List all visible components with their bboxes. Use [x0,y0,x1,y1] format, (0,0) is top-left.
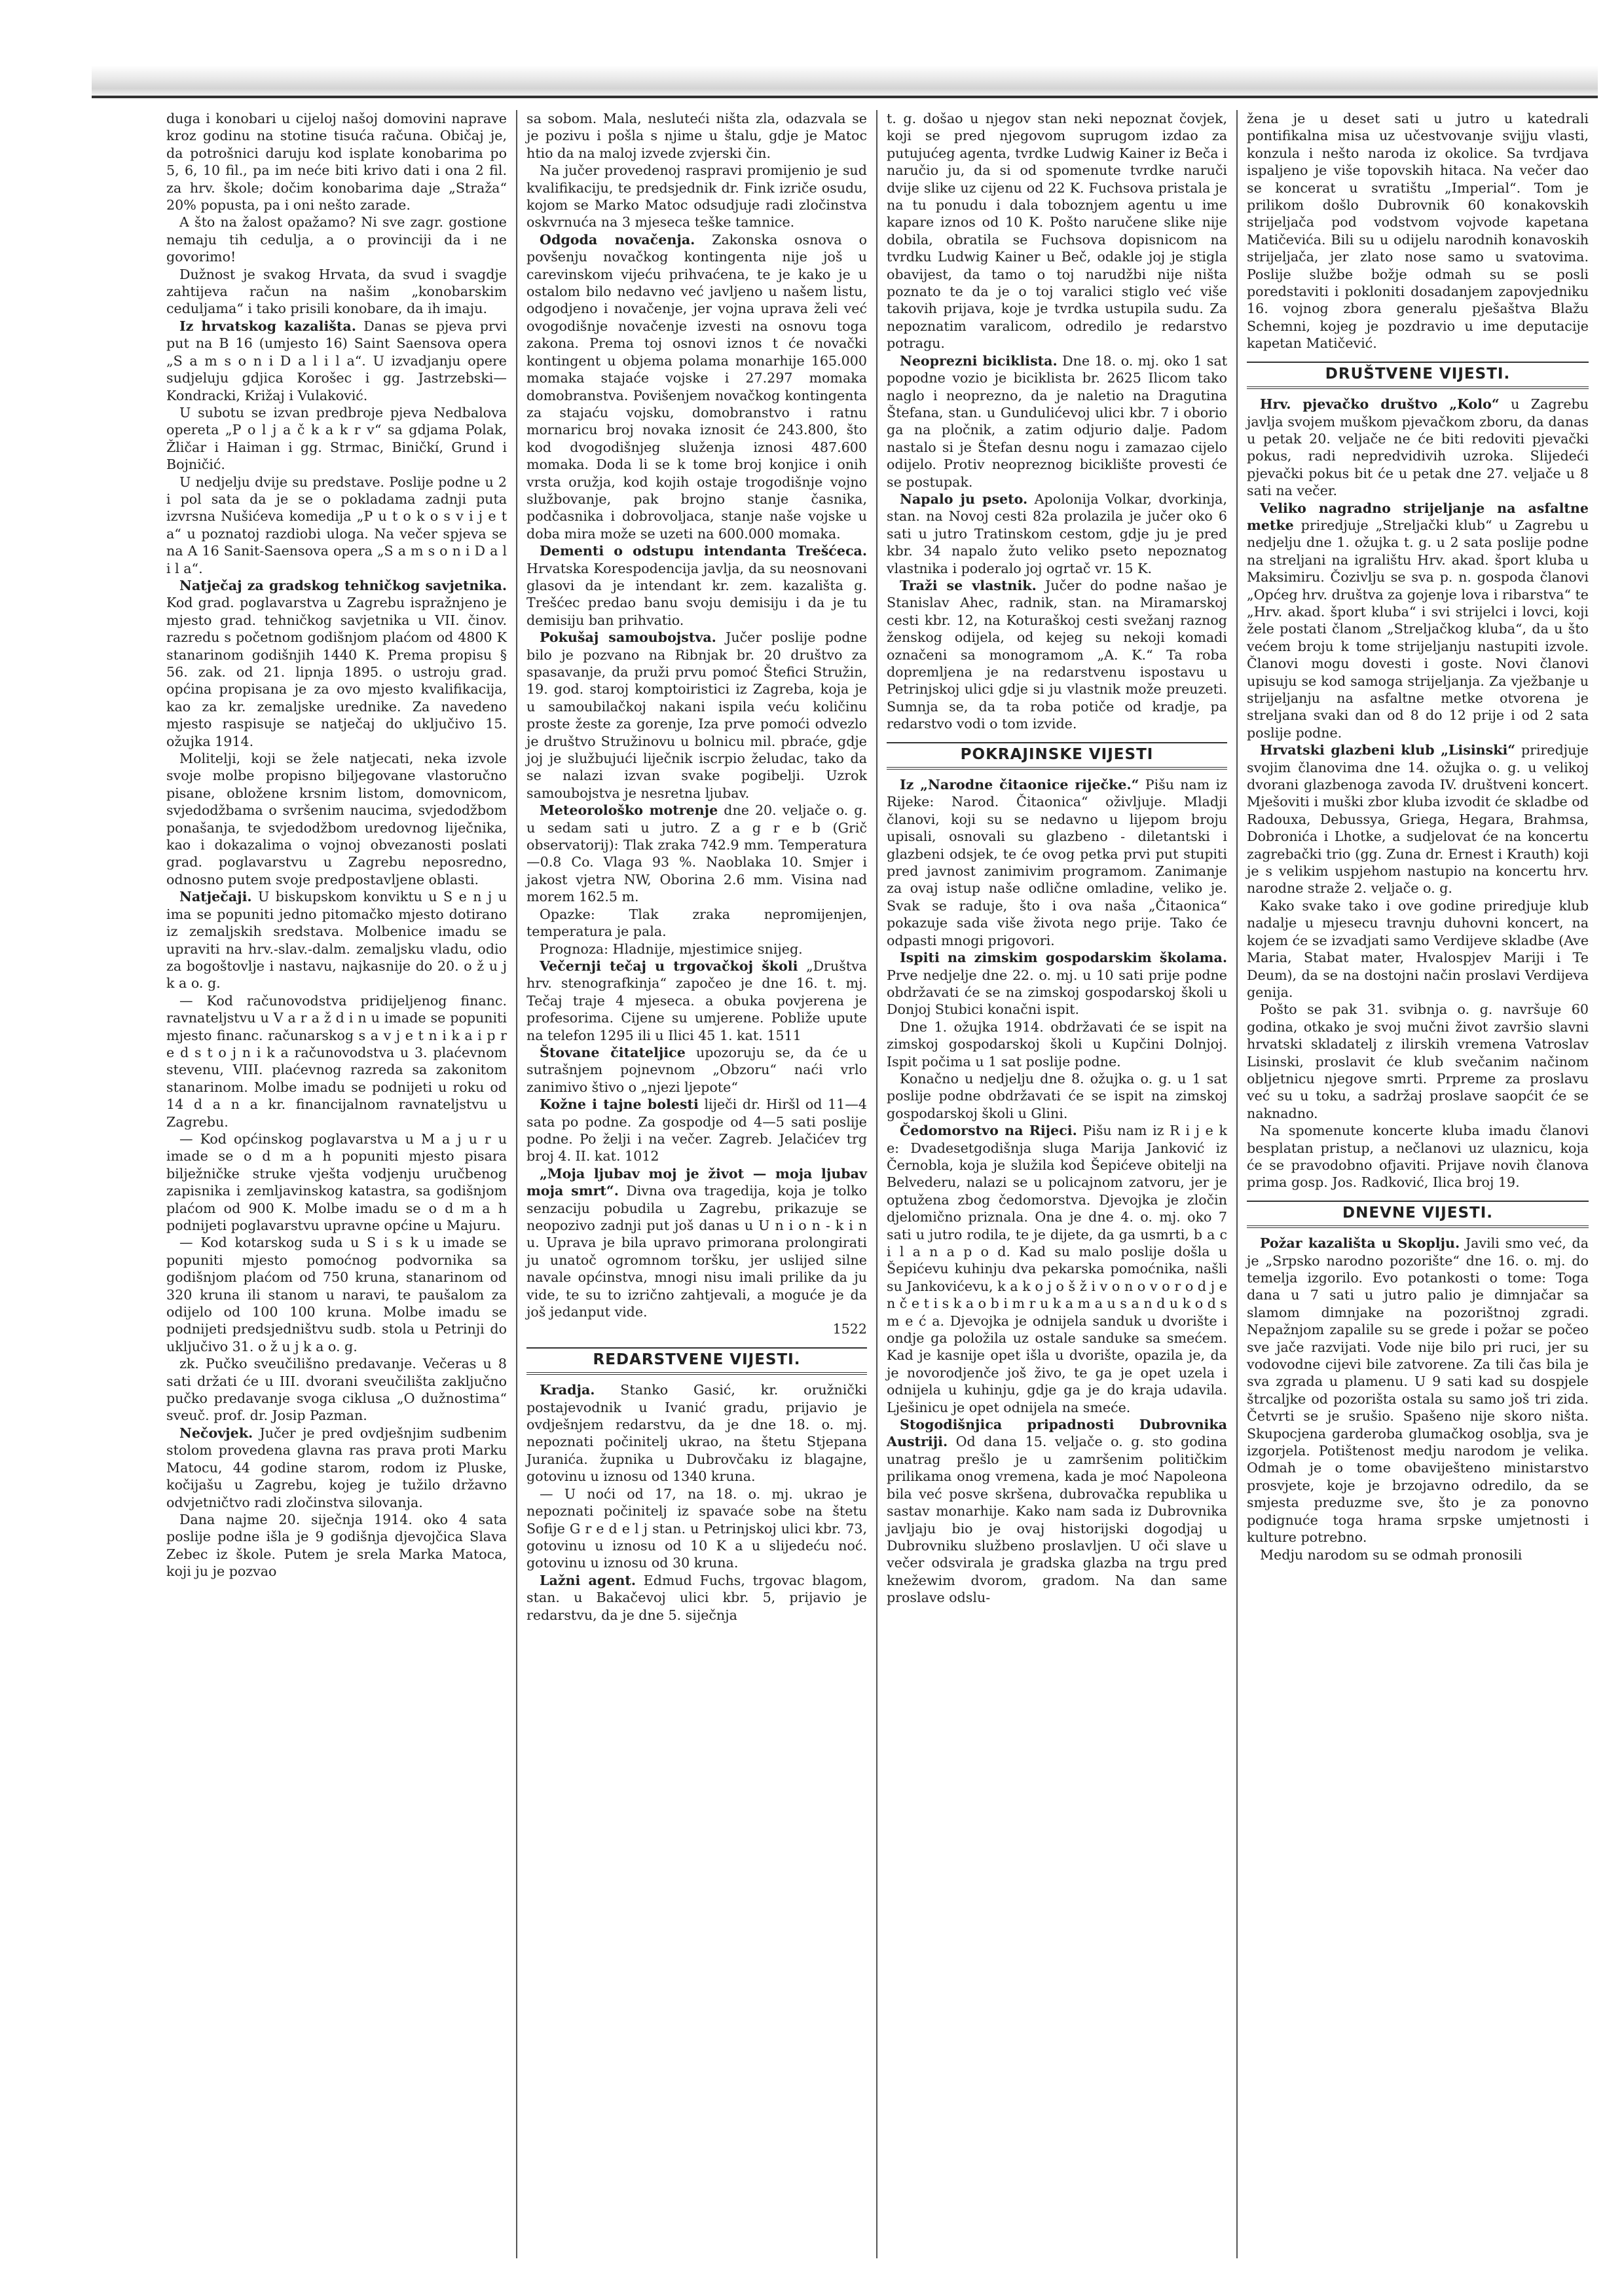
article-paragraph [887,1416,1227,1606]
article-headline: Meteorološko motrenje [540,802,718,819]
article-paragraph [166,577,507,750]
article-text: Dana najme 20. siječnja 1914. oko 4 sata poslije podne išla je 9 godišnja djevojčica Slava Zebec iz škole. Putem je srela Marka Matoca, koji ju je pozvao [166,1511,507,1580]
article-paragraph [166,992,507,1130]
article-paragraph [526,110,867,162]
article-paragraph [526,1096,867,1165]
article-headline: Lažni agent. [540,1572,637,1588]
article-headline: Napalo ju pseto. [900,491,1028,507]
article-text: Kod grad. poglavarstva u Zagrebu ispražnjeno je mjesto grad. tehničkog savjetnika u VII. činov. razredu s početnom godišnjom plaćom od 4800 K stanarinom godišnjih 1440 K. Prema propisu § 56. zak. od 21. lipnja 1895. o ustroju grad. općina propisana je za ovo mjesto kvalifikacija, kao za kr. zemaljske urednike. Za navedeno mjesto raspisuje se natječaj do uključivo 15. ožujka 1914. [166,595,507,749]
article-paragraph [166,318,507,404]
article-paragraph [166,474,507,577]
article-headline: Kradja. [540,1382,595,1398]
article-paragraph [166,750,507,888]
article-headline: Natječaji. [179,889,252,905]
section-heading: REDARSTVENE VIJESTI. [526,1347,867,1375]
article-text: u Zagrebu javlja svojem muškom pjevačkom zboru, da danas u petak 20. veljače ne će biti redoviti pjevački pokus, radi nepredvidivih uzroka. Slijedeći pjevački pokus bit će u petak dne 27. veljače u 8 sati na večer. [1247,396,1589,499]
article-text: žena je u deset sati u jutro u katedrali pontifikalna misa uz učestvovanje svijju vlasti, konzula i nešto naroda iz okolice. Sa tvrdjava ispaljeno je više topovskih hitaca. Na večer dao se koncerat u svratištu „Imperial“. Tom je prilikom došlo Dubrovnik 60 konakovskih strijeljača pod vodstvom vojvode kapetana Matičevića. Bili su u odijelu narodnih konavoskih strijeljača, jer zlato nose samo u svatovima. Poslije službe božje odmah su se posli poredstaviti i pokloniti dosadanjem zapovjedniku 16. vojnog zbora generalu pješaštva Blažu Schemni, kojeg je pozdravio u ime deputacije kapetan Matičević. [1247,111,1589,352]
article-text: sa sobom. Mala, neslutеći ništa zla, odazvala se je pozivu i pošla s njime u štalu, gdje je Matoc htio da na maloj izvede zvjerski čin. [526,111,867,161]
article-headline: „Moja ljubav moj je život — moja ljubav moja smrt“. [526,1165,867,1199]
article-headline: Odgoda novačenja. [540,231,695,248]
article-text: U nedjelju dvije su predstave. Poslije podne u 2 i pol sata da je se o pokladama zadnji puta izvrsna Nušićeva komedija „P u t o k o s v i j e t a“ u poznatoj razdiobi uloga. Na večer spjeva se na A 16 Sanit-Saensova opera „S a m s o n i D a l i l a“. [166,474,507,576]
article-text: — Kod računovodstva pridijeljenog financ. ravnateljstvu u V a r a ž d i n u imade se popuniti mjesto financ. računarskog s a v j e t n i k a i p r e d s t o j n i k a računovodstva u 3. plaćevnom stevenu, VIII. plaćevnog razreda sa zakonitom stanarinom. Molbe imadu se podnijeti u roku od 14 d a n a kr. financijalnom ravnateljstvu u Zagrebu. [166,992,507,1130]
article-text: Stanko Gasić, kr. oružnički postajevodnik u Ivanić gradu, prijavio je ovdješnjem redarstvu, da je dne 18. o. mj. nepoznati počinitelj ukrao, na štetu Stjepana Juranića. župnika u Dubrovčaku iz blagajne, gotovinu u iznosu od 1340 kruna. [526,1382,867,1485]
article-paragraph [166,1511,507,1580]
article-text: — Kod općinskog poglavarstva u M a j u r u imade se o d m a h popuniti mjesto pisara bilježničke struke vješta vodjenju uručbenog zapisnika i zemljavinskog katastra, sa godišnjom plaćom od 900 K. Molbe imadu se o d m a h podnijeti poglavarstvu upravne općine u Majuru. [166,1130,507,1233]
article-paragraph [526,1381,867,1485]
article-paragraph [1247,110,1589,352]
article-headline: Kožne i tajne bolesti [540,1096,699,1113]
article-text: Kako svake tako i ove godine priredjuje klub nadalje u mjesecu travnju duhovni koncert, na kojem će se izvadjati samo Verdijeve skladbe (Ave Maria, Stabat mater, Hvalospjev Mariji i Te Deum), da se na dostojni način proslavi Verdijeva genija. [1247,897,1589,1000]
article-paragraph [887,577,1227,733]
section-heading: DNEVNE VIJESTI. [1247,1201,1589,1228]
article-paragraph [526,906,867,941]
article-text: — Kod kotarskog suda u S i s k u imade se popuniti mjesto pomoćnog podvornika sa godišnjom plaćom od 750 kruna, stanarinom od 320 kruna ili stanom u naravi, te paušalom za odijelo od 100 100 kruna. Molbe imadu se podnijeti predsjedništvu sudb. stola u Petrinji do uključivo 31. o ž u j k a o. g. [166,1235,507,1354]
article-text: priredjuje svojim članovima dne 14. ožujka o. g. u velikoj dvorani glazbenoga zavoda IV. društveni koncert. Mješoviti i muški zbor kluba izvodit će skladbe od Radouxa, Debussya, Griega, Hegara, Brahmsa, Dobronića i Lhotke, a sudjelovat će na koncertu zagrebački trio (gg. Zuna dr. Ernest i Krauth) koji je s velikim uspjehom nastupio na koncertu hrv. narodne straže 2. veljače o. g. [1247,742,1589,897]
article-paragraph [526,958,867,1044]
article-text: Konačno u nedjelju dne 8. ožujka o. g. u 1 sat poslije podne obdržavati će se ispit na zimskoj gospodarskoj školi u Glini. [887,1070,1227,1121]
article-headline: Traži se vlastnik. [900,577,1037,593]
article-paragraph [1247,1235,1589,1546]
article-text: Edmud Fuchs, trgovac blagom, stan. u Bakačevoj ulici kbr. 5, prijavio je redarstvu, da je dne 5. siječnja [526,1572,867,1623]
article-text: Apolonija Volkar, dvorkinja, stan. na Novoj cesti 82a prolazila je jučer oko 6 sati u jutro Tratinskom cestom, gdje ju je pred kbr. 34 napalo žuto veliko pseto nepoznatog vlastnika i poderalo joj ogrtač vr. 15 K. [887,491,1227,576]
article-paragraph [1247,1001,1589,1122]
article-text: dne 20. veljače o. g. u sedam sati u jutro. Z a g r e b (Grič observatorij): Tlak zraka 742.9 mm. Temperatura —0.8 Co. Vlaga 93 %. Naoblaka 10. Smjer i jakost vjetra NW, Oborina 2.6 mm. Visina nad morem 162.5 m. [526,802,867,905]
article-headline: Štovane čitateljice [540,1044,686,1060]
article-paragraph [887,1018,1227,1070]
article-paragraph [526,1044,867,1096]
article-text: — U noći od 17, na 18. o. mj. ukrao je nepoznati počinitelj iz spavaće sobe na štetu Sofije G r e d e l j stan. u Petrinjskoj ulici kbr. 73, gotovinu u iznosu od 10 K a u slijedeću noć. gotovinu u iznosu od 30 kruna. [526,1485,867,1571]
article-paragraph [526,629,867,802]
newspaper-column [157,110,517,2258]
article-headline: Ispiti na zimskim gospodarskim školama. [900,950,1227,966]
article-text: „Društva hrv. stenografkinja“ započeo je dne 16. t. mj. Tečaj traje 4 mjeseca. a obuka povjerena je profesorima. Cijene su umjerene. Pobliže upute na telefon 1295 ili u Ilici 45 1. kat. 1511 [526,958,868,1043]
newspaper-column [517,110,877,2258]
article-paragraph [526,162,867,231]
article-paragraph [526,1572,867,1624]
newspaper-column [877,110,1238,2258]
article-text: A što na žalost opažamo? Ni sve zagr. gostione nemaju tih cedulja, a o provinciji da i ne govorimo! [166,214,507,265]
article-text: Pišu nam iz Rijeke: Narod. Čitaonica“ oživljuje. Mladji članovi, koji su se nedavno u lijepom broju upisali, osnovali su glazbeno - diletantski i glazbeni odsjek, te će ovog petka prvi put stupiti pred javnost zanimivim programom. Zanimanje za ovaj istup naše odlične omladine, veliko je. Svak se raduje, što i ova naša „Čitaonica“ pokazuje sada više života nego prije. Tako će odpasti mnogi prigovori. [887,777,1227,948]
article-headline: Natječaj za gradskog tehničkog savjetnika. [179,577,507,593]
newspaper-page [157,110,1598,2258]
article-text: Jučer poslije podne bilo je pozvano na Ribnjak br. 20 društvo za spasavanje, da pruži prvu pomoć Štefici Stružin, 19. god. staroj komptoiristici iz Zagreba, koja je u samoubilačkoj nakani ispila veću količinu proste žeste za gorenje, Iza prve pomoći odvezlo je društvo Stružinovu u bolnicu mil. pbraće, gdje joj je službujući liječnik iscrpio želudac, tako da se nalazi izvan svake pogibelji. Uzrok samoubojstva je nesretna ljubav. [526,629,868,801]
article-headline: Dementi o odstupu intendanta Trešćeca. [540,543,867,559]
article-headline: Iz hrvatskog kazališta. [179,318,356,334]
article-headline: Čedomorstvo na Rijeci. [900,1123,1077,1139]
article-paragraph [166,1130,507,1234]
article-paragraph [526,231,867,542]
article-text: priredjuje „Streljački klub“ u Zagrebu u nedjelju dne 1. ožujka t. g. u 2 sata poslije podne na streljani na igralištu Hrv. akad. šport kluba u Maksimiru. Čozivlju se sva p. n. gospoda članovi „Općeg hrv. društva za gojenje lova i ribarstva“ te „Hrv. akad. šport kluba“ i svi strijelci i lovci, koji žele postati članom „Streljačkog kluba“, da u što većem broju k tome strijeljanju nastupiti izvole. Članovi mogu dovesti i goste. Novi članovi upisuju se kod samoga strijeljanja. Za vježbanje u strijeljanju na asfaltne metke otvorena je streljana svaki dan od 8 do 12 prije i od 2 sata poslije podne. [1247,517,1589,741]
article-paragraph [166,1425,507,1511]
article-headline: Hrvatski glazbeni klub „Lisinski“ [1260,742,1516,758]
page-top-band [92,65,1598,98]
article-text: Na jučer provedenoj raspravi promijenio je sud kvalifikaciju, te predsjednik dr. Fink izriče osudu, kojom se Marko Matoc odsudjuje radi zločinstva oskvrnuća na 3 mjeseca teške tamnice. [526,162,867,231]
article-text: U subotu se izvan predbroje pjeva Nedbalova opereta „P o l j a č k a k r v“ sa gdjama Polak, Žličar i Haiman i gg. Strmac, Biničkí, Grund i Bojničić. [166,404,507,473]
article-text: U biskupskom konviktu u S e n j u ima se popuniti jedno pitomačko mjesto dotirano iz zemaljskih sredstava. Molbenice imadu se upraviti na hrv.-slav.-dalm. zemaljsku vladu, odio za bogoštovlje i nastavu, najkasnije do 20. o ž u j k a o. g. [166,889,507,992]
article-text: Na spomenute koncerte kluba imadu članovi besplatan pristup, a nečlanovi uz ulaznicu, koja će se pravodobno ofjaviti. Prijave novih članova prima gosp. Jos. Radković, Ilica broj 19. [1247,1123,1589,1191]
article-text: Jučer do podne našao je Stanislav Ahec, radnik, stan. na Miramarskoj cesti kbr. 12, na Koturaškoj cesti svežanj raznog ženskog odijela, od kejeg su nekoji komadi označeni sa monogramom „A. K.“ Ta roba dopremljena je na redarstvenu ispostavu u Petrinjskoj ulici gdje si ju vlastnik može preuzeti. Sumnja se, da ta roba potiče od kradje, pa redarstvo vodi o tom izvide. [887,577,1227,732]
article-headline: Neoprezni biciklista. [900,352,1058,369]
article-text: Pošto se pak 31. svibnja o. g. navršuje 60 godina, otkako je svoj mučni život završio slavni hrvatski skladatelj z ilirskih vremena Vatroslav Lisinski, proslavit će klub svečanim načinom obljetnicu njegove smrti. Prpreme za proslavu već su u toku, a sadržaj proslave saopćit će se naknadno. [1247,1001,1589,1121]
article-text: Dne 18. o. mj. oko 1 sat popodne vozio je biciklista br. 2625 Ilicom tako naglo i neoprezno, da je naletio na Dragutina Štefana, stan. u Gundulićevoj ulici kbr. 7 i oborio ga na pločnik, a zatim odjurio dalje. Padom nastalo si je Štefan desnu nogu i zamazao cijelo odijelo. Protiv neopreznog biciklište provesti će se postupak. [887,352,1227,490]
article-headline: Stogodišnjica pripadnosti Dubrovnika Austriji. [887,1417,1227,1450]
article-paragraph [1247,897,1589,1001]
article-text: Od dana 15. veljače o. g. sto godina unatrag prešlo je u zamršenim političkim prilikama onog vremena, kada je moć Napoleona bila već posve skršena, dubrovačka republika u sastav monarhije. Kako nam sada iz Dubrovnika javljaju bio je ovaj historijski dogodjaj u Dubrovniku službeno proslavljen. U oči slave u večer odsvirala je gradska glazba na trgu pred knežewim dvorom, gradom. Na dan same proslave odslu- [887,1434,1227,1606]
article-paragraph [887,491,1227,577]
article-text: Dne 1. ožujka 1914. obdržavati će se ispit na zimskoj gospodarskoj školi u Kupčini Dolnjoj. Ispit počima u 1 sat poslije podne. [887,1018,1227,1070]
article-text: Dužnost je svakog Hrvata, da svud i svagdje zahtijeva račun na našim „konobarskim ceduljama“ i tako prisili konobare, da ih imaju. [166,266,507,317]
article-headline: Veliko nagradno strijeljanje na asfaltne metke [1247,500,1589,533]
article-text: duga i konobari u cijeloj našoj domovini naprave kroz godinu na stotine tisuća računa. Običaj je, da potrošnici daruju kod isplate konobarima po 5, 6, 10 fil., pa im neće biti krivo dati i ona 2 fil. za hrv. škole; dočim konobarima daje „Straža“ 20% popusta, pa i oni nešto zarade. [166,111,507,214]
article-paragraph [166,214,507,265]
article-paragraph [887,949,1227,1018]
article-paragraph [526,802,867,905]
article-paragraph [166,888,507,992]
article-paragraph [166,110,507,214]
article-text: Medju narodom su se odmah pronosili [1260,1546,1522,1563]
article-text: Zakonska osnova o povšenju novačkog kontingenta nije još u carevinskom vijeću prihvaćena, te je kako je u ostalom bilo nedavno već javljeno u našem listu, odgodjeno i novačenje, jer vojna uprava želi već ovogodišnje novačenje izvesti na osnovu toga zakona. Prema toj osnovi iznos t će novački kontingent u objema polama monarhije 165.000 momaka stajaće vojske i 27.297 momaka domobranstva. Povišenjem novačkog kontingenta za stajaću vojsku, domobranstvo i ratnu mornaricu broj novaka iznosit će 243.800, što kod dvogodišnjeg služenja iznosi 487.600 momaka. Doda li se k tome broj konjice i onih vrsta oružja, kod kojih ostaje trogodišnje vojno službovanje, pak brojno stanje časnika, podčasnika i dobrovoljaca, stanje naše vojske u doba mira može se uzeti na 600.000 momaka. [526,231,867,542]
article-paragraph [887,1122,1227,1416]
article-text: Jučer je pred ovdješnjim sudbenim stolom provedena glavna ras prava proti Marku Matocu, 44 godine starom, rodom iz Pluske, kočijašu u Zagrebu, kojeg je tužilo državno odvjetničtvo radi zločinstva silovanja. [166,1425,507,1510]
article-text: Javili smo već, da je „Srpsko narodno pozorište“ dne 16. o. mj. do temelja izgorilo. Evo potankosti o tome: Toga dana u 7 sati u jutro palio je dimnjačar sa slamom dimnjake na pozorištnoj zgradi. Nepažnjom zapalile su se grede i požar se počeo sve jače razvijati. Vode nije bilo pri ruci, jer su vodovodne cijevi bile zatvorene. Za tili čas bila je sva zgrada u plamenu. U 9 sati kad su dospjele štrcaljke od pozorišta ostala su samo još tri zida. Četvrti se je srušio. Spašeno nije skoro ništa. Skupocjena garderoba glumačkog osoblja, sva je izgorjela. Potištenost medju narodom je velika. Odmah je o tome obaviješteno ministarstvo prosvjete, koje je brzojavno odredilo, da se smjesta preduzme sve, što je za ponovno podignuće toga hrama srpske umjetnosti i kulture potrebno. [1247,1235,1589,1546]
article-text: Prve nedjelje dne 22. o. mj. u 10 sati prije podne obdržavati će se na zimskoj gospodarskoj školi u Donjoj Stubici konačni ispit. [887,967,1227,1018]
section-heading: POKRAJINSKE VIJESTI [887,742,1227,770]
article-text: upozoruju se, da će u sutrašnjem pojnevnom „Obzoru“ naći vrlo zanimivo štivo o „njezi ljepote“ [526,1044,868,1095]
section-heading: DRUŠTVENE VIJESTI. [1247,362,1589,389]
article-paragraph [526,1165,867,1321]
article-paragraph [526,542,867,629]
article-paragraph [1247,1122,1589,1191]
article-paragraph [526,941,867,958]
article-paragraph [166,1234,507,1355]
article-headline: Večernji tečaj u trgovačkoj školi [540,958,798,974]
article-headline: Nečovjek. [179,1425,253,1441]
article-text: zk. Pučko sveučilišno predavanje. Večeras u 8 sati držati će u III. dvorani sveučilišta zaključno pučko predavanje svoga ciklusa „O dužnostima“ sveuč. prof. dr. Josip Pazman. [166,1356,507,1424]
article-paragraph [1247,741,1589,897]
article-paragraph [887,110,1227,352]
article-text: t. g. došao u njegov stan neki nepoznat čovjek, koji se pred njegovom suprugom izdao za putujućeg agenta, tvrdke Ludwig Kainer iz Beča i naručio ju, da si od spomenute tvrdke naruči dvije slike uz cijenu od 22 K. Fuchsova pristala je na tu ponudu i dala toboznjem agentu u ime kapare iznos od 10 K. Pošto naručene slike nije dobila, obratila se Fuchsova dopisnicom na tvrdku Ludwig Kainer u Beč, odakle joj je stigla obavijest, da tamo o toj narudžbi nije ništa poznato te da je o toj varalici stiglo već više takovih prijava, koje je tvrdka ustupila sudu. Za nepoznatim varalicom, odredilo je redarstvo potragu. [887,111,1227,352]
article-paragraph [887,352,1227,491]
article-text: Pišu nam iz R i j e k e: Dvadesetgodišnja sluga Marija Janković iz Černobla, koja je služila kod Šepićeve obitelji na Belvederu, nalazi se u policajnom zatvoru, jer je optužena zbog čedomorstva. Djevojka je zločin djelomično priznala. Ona je dne 4. o. mj. oko 7 sati u jutro rodila, te je dijete, da ga usmrti, b a c i l a n a p o d. Kad su malo poslije došla u Šepićevu kuhinju dva pekarska pomoćnika, našli su Jankovićevu, k a k o j o š ž i v o n o v o r o d j e n č e t i s k a o b i m r u k a m a u s a n d u k o d s m e ć a. Djevojka je odnijela sanduk u dvorište i ondje ga položila uz ostale sanduke sa smećem. Kad je kasnije opet išla u dvorište, opazila je, da je novorodjenče još živo, te ga je opet uzela i odnijela u kuhinju, gdje ga je do kraja udavila. Lješinicu je opet odnijela na smeće. [887,1123,1227,1415]
article-paragraph [1247,1546,1589,1563]
article-paragraph [1247,396,1589,499]
article-text: Divna ova tragedija, koja je tolko senzaciju pobudila u Zagrebu, prikazuje se neopozivo zadnji put još danas u U n i o n - k i n u. Uprava je bila upravo primorana prolongirati ju unatoč ogromnom toršku, jer uslijed silne navale općinstva, mnogi nisu imali prilike da ju vide, te su to izrično zahtjevali, a moguće je da još jedanput vide. [526,1183,867,1320]
article-text: Opazke: Tlak zraka nepromijenjen, temperatura je pala. [526,906,867,940]
newspaper-column [1238,110,1598,2258]
article-headline: Hrv. pjevačko društvo „Kolo“ [1260,396,1500,413]
ad-number: 1522 [832,1321,867,1337]
article-paragraph [166,266,507,318]
article-paragraph [887,776,1227,949]
article-text: Hrvatska Korespodencija javlja, da su neosnovani glasovi da je intendant kr. zem. kazališta g. Trešćec predao banu svoju demisiju i da je tu demisiju ban prihvatio. [526,560,867,628]
article-text: Prognoza: Hladnije, mjestimice snijeg. [540,941,803,957]
article-text: liječi dr. Hiršl od 11—4 sata po podne. Za gospodje od 4—5 sati poslije podne. Po želji i na večer. Zagreb. Jelačićev trg broj 4. II. kat. 1012 [526,1096,867,1165]
article-paragraph [526,1485,867,1572]
article-paragraph [166,404,507,474]
article-paragraph [1247,500,1589,742]
article-text: Molitelji, koji se žele natjecati, neka izvole svoje molbe propisno biljegovane vlastoručno pisane, obložene krsnim listom, domovnicom, svjedodžbama o svršenim naucima, svjedodžbom ponašanja, te svjedodžbom uredovnog liječnika, kao i dokazalima o vojnoj obvezanosti poslati grad. poglavarstvu u Zagrebu neposredno, odnosno putem svoje predpostavljene oblasti. [166,751,507,887]
article-headline: Pokušaj samoubojstva. [540,629,716,646]
article-headline: Požar kazališta u Skoplju. [1260,1235,1460,1252]
article-paragraph [887,1070,1227,1122]
article-paragraph [166,1355,507,1425]
article-text: Danas se pjeva prvi put na B 16 (umjesto 16) Saint Saensova opera „S a m s o n i D a l i l a“. U izvadjanju opere sudjeluju gdjica Korošec i gg. Jastrzebski— Kondracki, Križaj i Vulaković. [166,318,507,403]
article-headline: Iz „Narodne čitaonice riječke.“ [900,777,1139,793]
